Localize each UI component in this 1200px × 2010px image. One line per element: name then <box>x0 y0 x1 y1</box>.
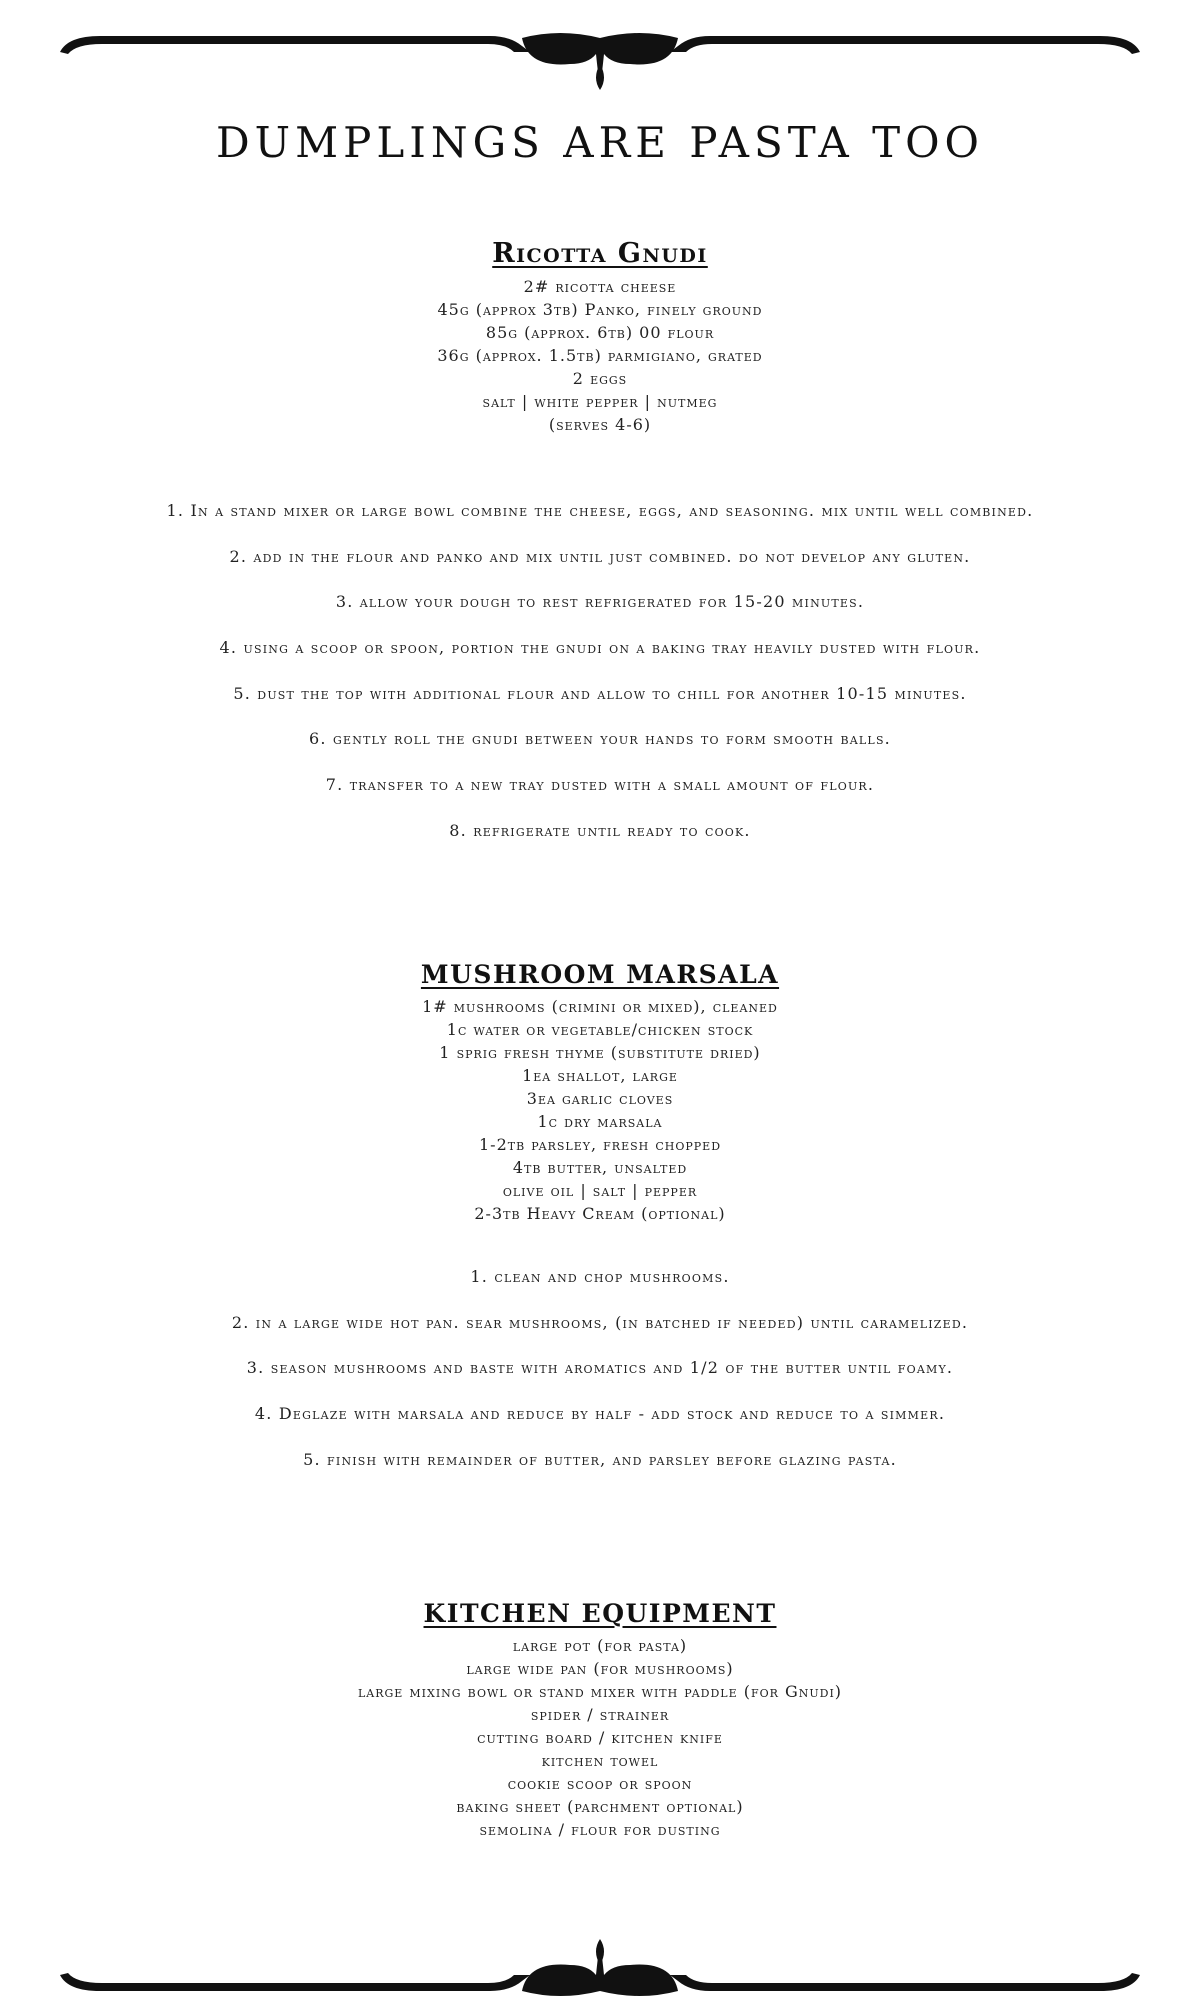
ingredient-item: 1c dry marsala <box>537 1112 663 1131</box>
ingredient-item: (serves 4-6) <box>548 415 652 434</box>
equipment-item: semolina / flour for dusting <box>479 1820 721 1839</box>
ingredient-item: 1# mushrooms (crimini or mixed), cleaned <box>422 997 778 1016</box>
ingredient-item: salt | white pepper | nutmeg <box>482 392 718 411</box>
ingredient-item: 2-3tb Heavy Cream (optional) <box>474 1204 726 1223</box>
step-item: 3. allow your dough to rest refrigerated for 15-20 minutes. <box>335 592 865 612</box>
top-flourish-ornament <box>60 24 1140 104</box>
ingredient-item: 4tb butter, unsalted <box>512 1158 688 1177</box>
equipment-item: cutting board / kitchen knife <box>477 1728 723 1747</box>
step-item: 2. in a large wide hot pan. sear mushrooms, (in batched if needed) until caramelized. <box>231 1312 969 1332</box>
ingredient-item: 2# ricotta cheese <box>523 277 677 296</box>
step-item: 5. finish with remainder of butter, and parsley before glazing pasta. <box>303 1449 897 1469</box>
equipment-item: large mixing bowl or stand mixer with paddle (for Gnudi) <box>357 1682 843 1701</box>
step-item: 4. Deglaze with marsala and reduce by half - add stock and reduce to a simmer. <box>254 1404 946 1424</box>
marsala-ingredients-section <box>0 960 1200 1225</box>
equipment-list <box>0 1634 1200 1841</box>
step-item: 8. refrigerate until ready to cook. <box>449 820 751 840</box>
step-item: 1. In a stand mixer or large bowl combine the cheese, eggs, and seasoning. mix until well combined. <box>166 501 1034 520</box>
step-item: 4. using a scoop or spoon, portion the gnudi on a baking tray heavily dusted with flour. <box>219 638 981 658</box>
step-item: 6. gently roll the gnudi between your hands to form smooth balls. <box>309 729 891 749</box>
equipment-item: large pot (for pasta) <box>512 1636 688 1655</box>
equipment-item: cookie scoop or spoon <box>507 1774 693 1793</box>
gnudi-heading: Ricotta Gnudi <box>492 238 708 269</box>
ingredient-item: 1-2tb parsley, fresh chopped <box>478 1135 722 1154</box>
gnudi-ingredient-list <box>0 275 1200 436</box>
equipment-item: kitchen towel <box>541 1751 659 1770</box>
gnudi-ingredients-section <box>0 238 1200 436</box>
ingredient-item: 36g (approx. 1.5tb) parmigiano, grated <box>437 346 763 365</box>
page-title: DUMPLINGS ARE PASTA TOO <box>216 118 984 167</box>
ingredient-item: 1ea shallot, large <box>522 1066 678 1085</box>
step-item: 3. season mushrooms and baste with aromatics and 1/2 of the butter until foamy. <box>246 1358 954 1378</box>
ingredient-item: 85g (approx. 6tb) 00 flour <box>485 323 715 342</box>
equipment-item: large wide pan (for mushrooms) <box>466 1659 734 1678</box>
ingredient-item: 1 sprig fresh thyme (substitute dried) <box>439 1043 761 1062</box>
marsala-ingredient-list <box>0 995 1200 1225</box>
ingredient-item: olive oil | salt | pepper <box>502 1181 698 1200</box>
marsala-steps-list <box>0 1266 1200 1494</box>
equipment-heading: KITCHEN EQUIPMENT <box>423 1599 777 1628</box>
ingredient-item: 1c water or vegetable/chicken stock <box>446 1020 754 1039</box>
step-item: 1. clean and chop mushrooms. <box>470 1267 730 1286</box>
ingredient-item: 45g (approx 3tb) Panko, finely ground <box>437 300 763 319</box>
marsala-heading: MUSHROOM MARSALA <box>420 960 780 989</box>
ingredient-item: 3ea garlic cloves <box>526 1089 674 1108</box>
gnudi-steps-list <box>0 500 1200 866</box>
step-item: 5. dust the top with additional flour and allow to chill for another 10-15 minutes. <box>233 683 967 703</box>
step-item: 2. add in the flour and panko and mix until just combined. do not develop any gluten. <box>229 546 971 566</box>
bottom-flourish-ornament <box>60 1930 1140 2010</box>
equipment-item: baking sheet (parchment optional) <box>456 1797 744 1816</box>
ingredient-item: 2 eggs <box>572 369 628 388</box>
equipment-section <box>0 1599 1200 1841</box>
step-item: 7. transfer to a new tray dusted with a small amount of flour. <box>325 775 875 795</box>
equipment-item: spider / strainer <box>530 1705 670 1724</box>
